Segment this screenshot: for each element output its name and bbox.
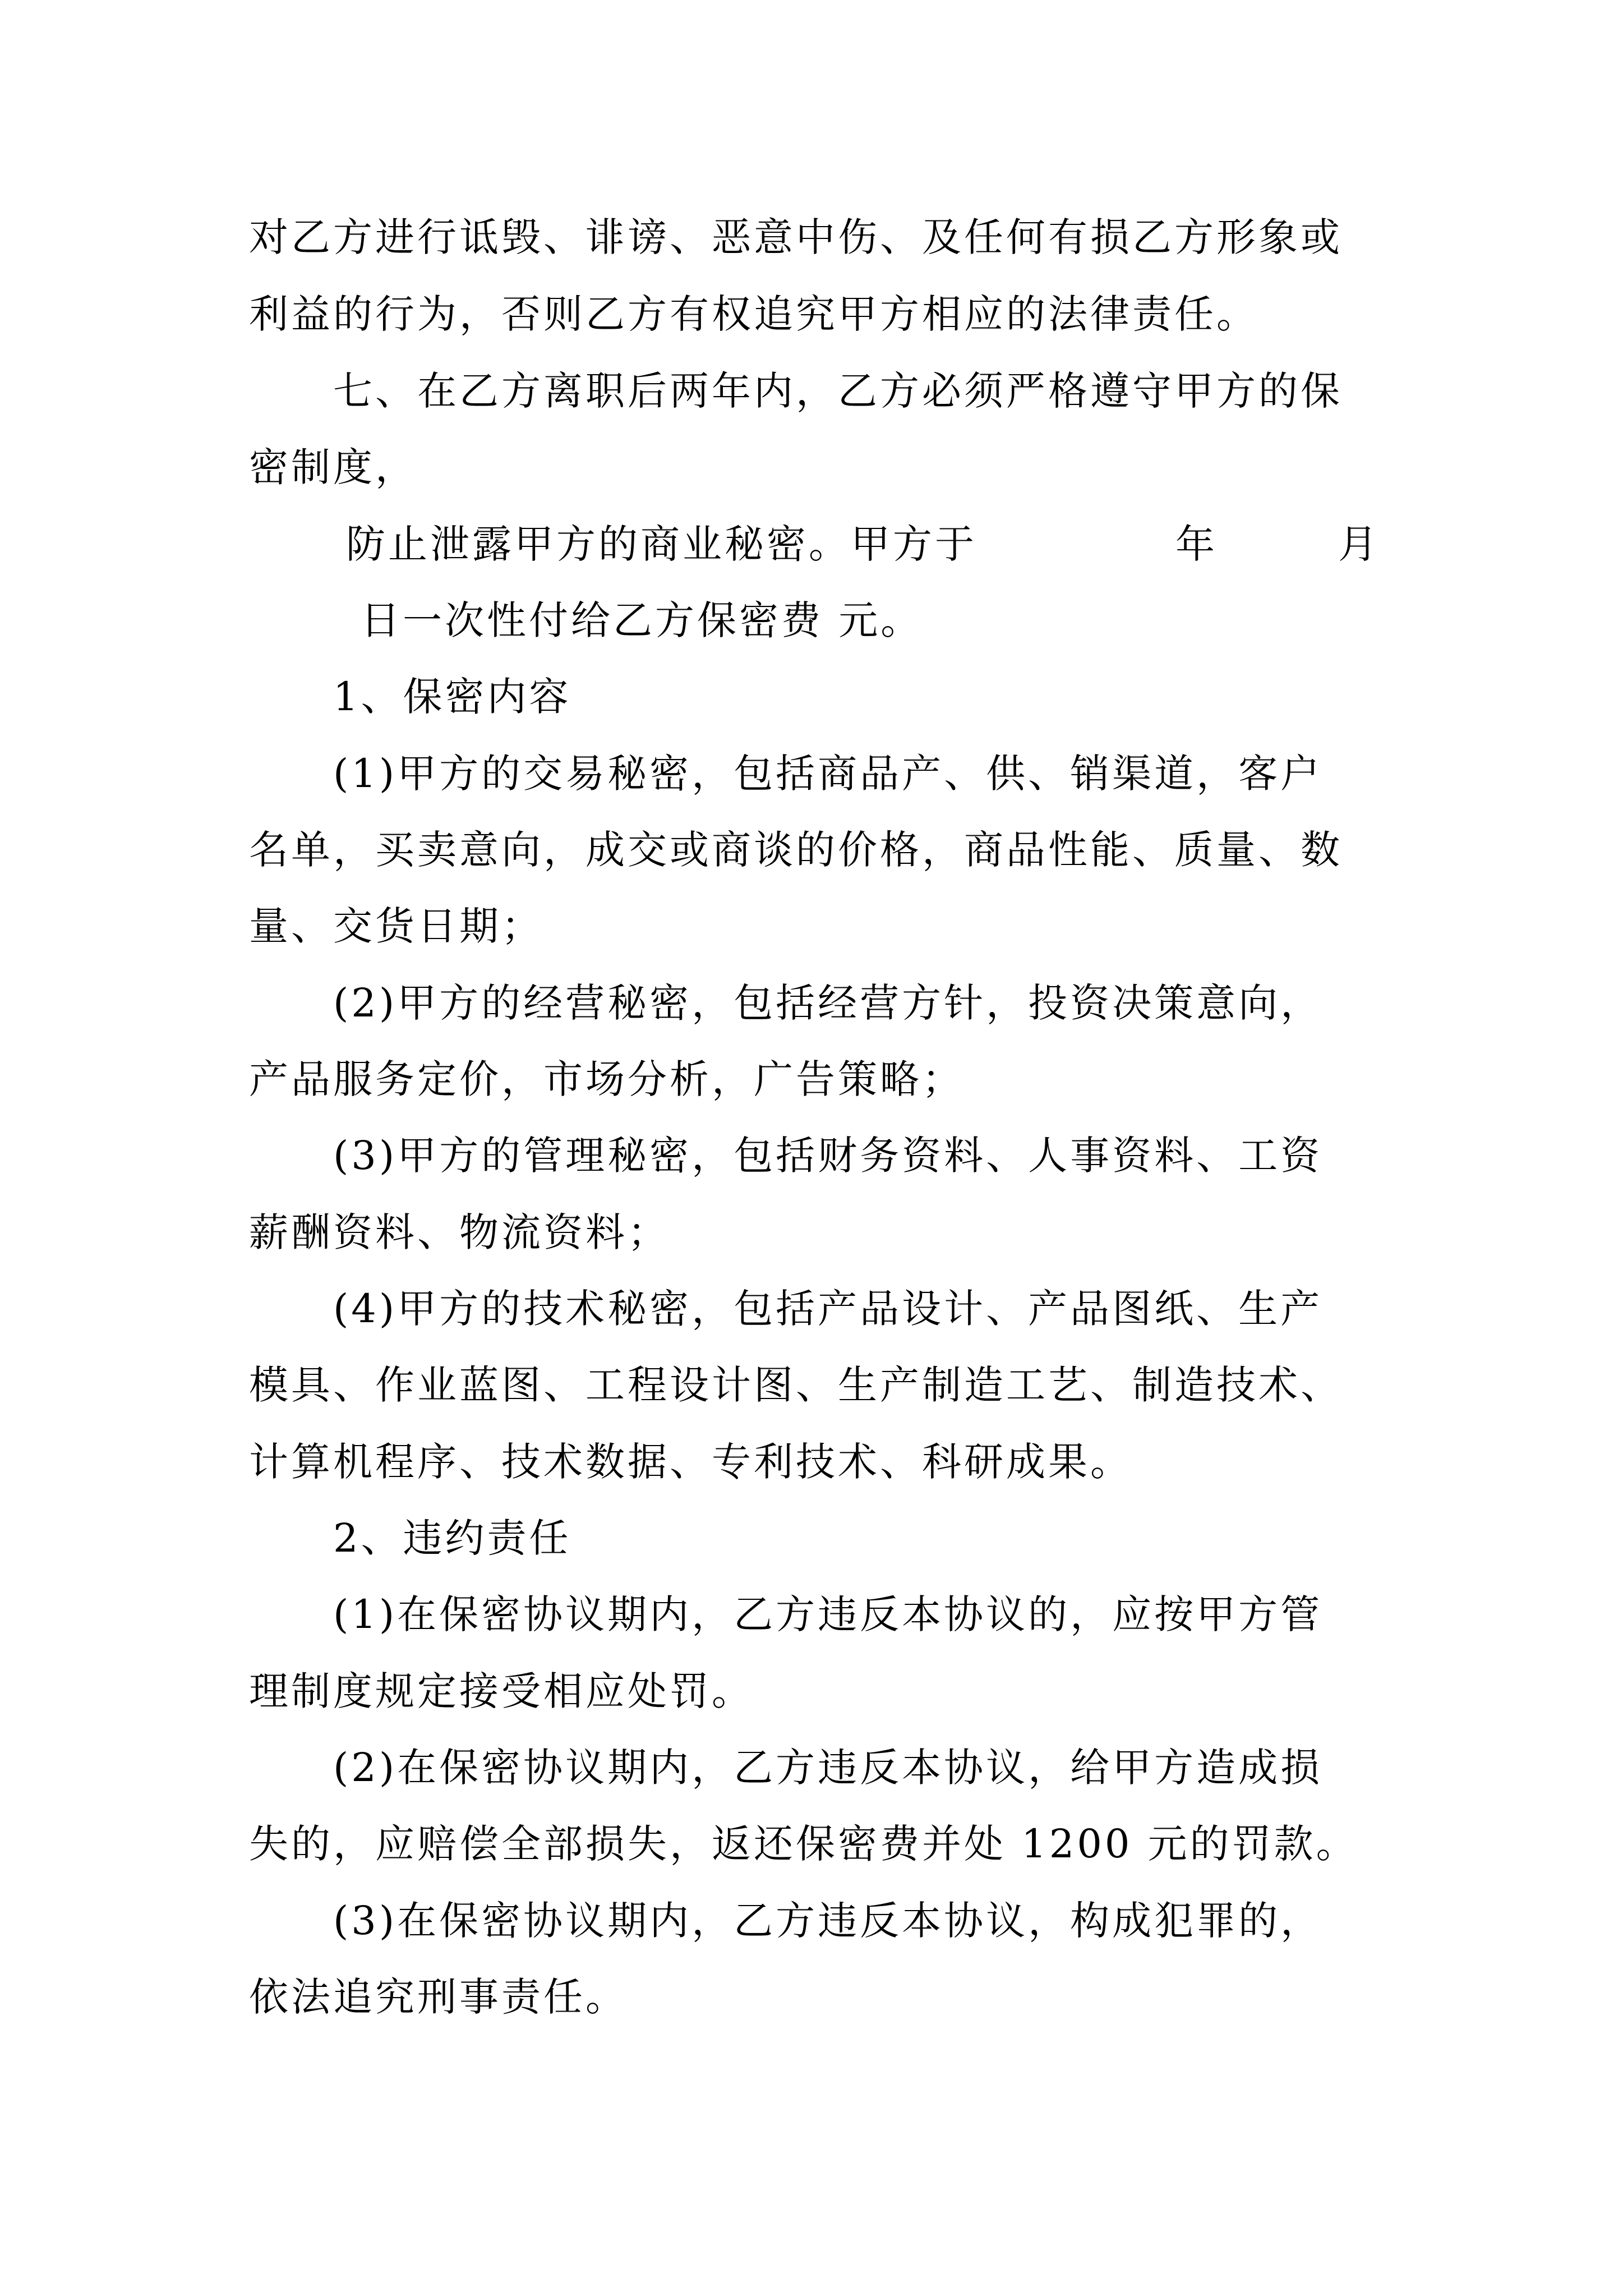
list-item: (1)在保密协议期内，乙方违反本协议的，应按甲方管 (333, 1591, 1323, 1637)
list-item: (4)甲方的技术秘密，包括产品设计、产品图纸、生产 (333, 1286, 1323, 1332)
paragraph-line: 依法追究刑事责任。 (249, 1974, 628, 2020)
list-item: (3)甲方的管理秘密，包括财务资料、人事资料、工资 (333, 1133, 1323, 1179)
paragraph-line: 计算机程序、技术数据、专利技术、科研成果。 (249, 1439, 1132, 1485)
list-item: (2)在保密协议期内，乙方违反本协议，给甲方造成损 (333, 1745, 1323, 1791)
paragraph-line: 利益的行为，否则乙方有权追究甲方相应的法律责任。 (249, 291, 1258, 337)
year-label: 年 (1175, 521, 1218, 567)
clause-heading: 七、在乙方离职后两年内，乙方必须严格遵守甲方的保 (333, 368, 1343, 414)
paragraph-line: 名单，买卖意向，成交或商谈的价格，商品性能、质量、数 (249, 827, 1343, 873)
section-heading: 1、保密内容 (333, 674, 571, 720)
paragraph-line: 日一次性付给乙方保密费 元。 (361, 597, 923, 643)
paragraph-line: 对乙方进行诋毁、诽谤、恶意中伤、及任何有损乙方形象或 (249, 214, 1343, 260)
list-item: (3)在保密协议期内，乙方违反本协议，构成犯罪的， (333, 1898, 1323, 1944)
paragraph-line: 密制度， (249, 444, 417, 490)
section-heading: 2、违约责任 (333, 1515, 571, 1561)
paragraph-line: 模具、作业蓝图、工程设计图、生产制造工艺、制造技术、 (249, 1362, 1343, 1408)
paragraph-line: 防止泄露甲方的商业秘密。甲方于 (346, 521, 977, 567)
list-item: (1)甲方的交易秘密，包括商品产、供、销渠道，客户 (333, 751, 1323, 797)
month-label: 月 (1338, 521, 1380, 567)
paragraph-line: 量、交货日期； (249, 903, 543, 949)
list-item: (2)甲方的经营秘密，包括经营方针，投资决策意向， (333, 980, 1323, 1026)
paragraph-line: 失的，应赔偿全部损失，返还保密费并处 1200 元的罚款。 (249, 1821, 1358, 1867)
paragraph-line: 理制度规定接受相应处罚。 (249, 1668, 754, 1714)
paragraph-line: 产品服务定价，市场分析，广告策略； (249, 1056, 964, 1102)
paragraph-line: 薪酬资料、物流资料； (249, 1209, 670, 1255)
